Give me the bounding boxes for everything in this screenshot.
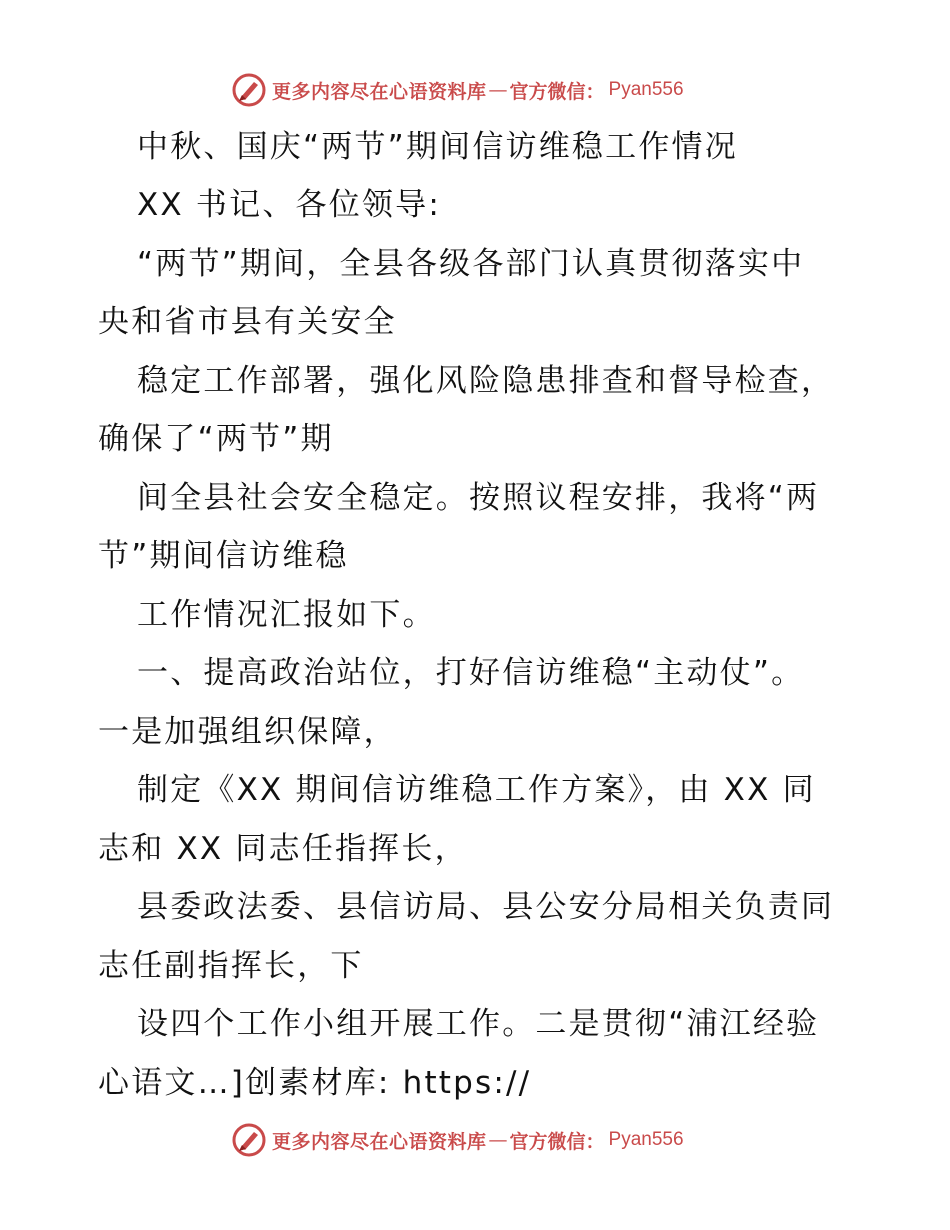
document-title: 中秋、国庆“两节”期间信访维稳工作情况 bbox=[137, 129, 738, 165]
salutation: XX 书记、各位领导: bbox=[137, 187, 441, 223]
banner-dash: — bbox=[488, 1129, 508, 1151]
brand-logo-icon bbox=[232, 1123, 266, 1157]
banner-wechat-id: Pyan556 bbox=[608, 79, 684, 100]
paragraph-line: 心语文…]创素材库: https:// bbox=[98, 1065, 532, 1101]
paragraph-line: 确保了“两节”期 bbox=[98, 421, 334, 457]
paragraph-line: 间全县社会安全稳定。按照议程安排，我将“两 bbox=[137, 480, 820, 516]
paragraph-line: “两节”期间，全县各级各部门认真贯彻落实中 bbox=[137, 246, 805, 282]
paragraph-line: 志和 XX 同志任指挥长， bbox=[98, 831, 468, 867]
paragraph-line: 志任副指挥长，下 bbox=[98, 948, 364, 984]
brand-logo-icon bbox=[232, 73, 266, 107]
banner-wechat-label: 官方微信： bbox=[509, 1130, 605, 1153]
paragraph-line: 县委政法委、县信访局、县公安分局相关负责同 bbox=[137, 889, 835, 925]
paragraph-line: 一是加强组织保障， bbox=[98, 714, 397, 750]
paragraph-line: 节”期间信访维稳 bbox=[98, 538, 349, 574]
header-banner bbox=[232, 70, 712, 110]
banner-wechat-id: Pyan556 bbox=[608, 1129, 684, 1150]
banner-title: 更多内容尽在心语资料库 bbox=[272, 1130, 487, 1153]
paragraph-line: 设四个工作小组开展工作。二是贯彻“浦江经验 bbox=[137, 1006, 820, 1042]
paragraph-line: 央和省市县有关安全 bbox=[98, 304, 397, 340]
paragraph-line: 工作情况汇报如下。 bbox=[137, 597, 436, 633]
banner-wechat-label: 官方微信： bbox=[509, 80, 605, 103]
section-heading: 一、提高政治站位，打好信访维稳“主动仗”。 bbox=[137, 655, 805, 691]
paragraph-line: 制定《XX 期间信访维稳工作方案》，由 XX 同 bbox=[137, 772, 816, 808]
paragraph-line: 稳定工作部署，强化风险隐患排查和督导检查， bbox=[137, 363, 835, 399]
banner-title: 更多内容尽在心语资料库 bbox=[272, 80, 487, 103]
banner-dash: — bbox=[488, 79, 508, 101]
footer-banner bbox=[232, 1120, 712, 1160]
